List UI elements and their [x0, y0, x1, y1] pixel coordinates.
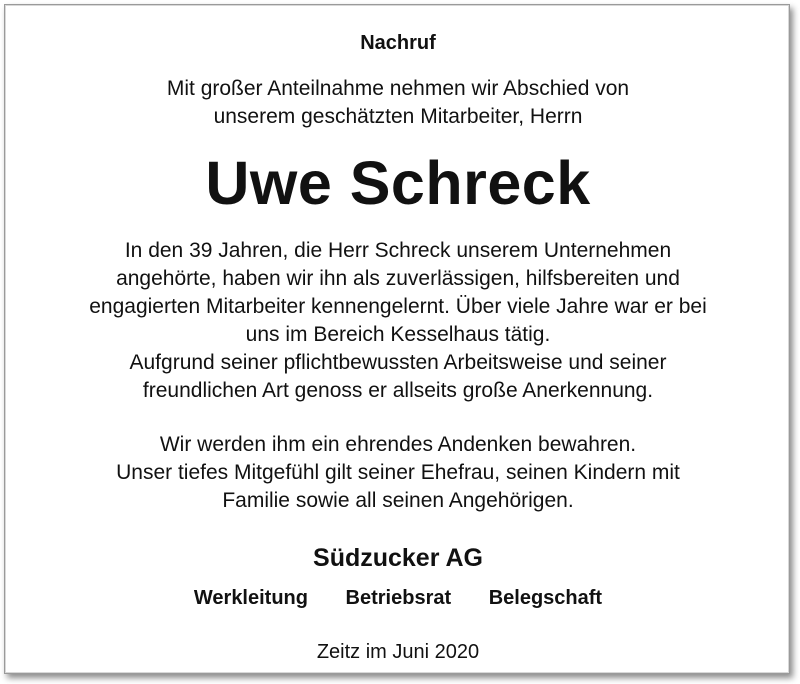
signer-management: Werkleitung: [193, 587, 308, 609]
intro-line: Mit großer Anteilnahme nehmen wir Abschied von: [166, 77, 630, 100]
intro-text: [5, 75, 791, 131]
company-name: Südzucker AG: [313, 544, 483, 572]
tribute-line: angehörte, haben wir ihn als zuverlässigen, hilfsbereiten und: [116, 267, 680, 290]
tribute-paragraph: [5, 237, 791, 349]
intro-line: unserem geschätzten Mitarbeiter, Herrn: [213, 105, 583, 128]
signer-workforce: Belegschaft: [488, 587, 603, 609]
signers-row: [5, 585, 791, 611]
appreciation-paragraph: [5, 349, 791, 405]
obituary-heading: Nachruf: [360, 32, 436, 54]
appreciation-line: Aufgrund seiner pflichtbewussten Arbeitsweise und seiner: [129, 351, 667, 374]
deceased-name: Uwe Schreck: [205, 149, 591, 217]
condolence-line: Familie sowie all seinen Angehörigen.: [222, 489, 574, 512]
tribute-line: In den 39 Jahren, die Herr Schreck unserem Unternehmen: [124, 239, 672, 262]
obituary-content: [5, 5, 791, 675]
obituary-frame: [4, 4, 790, 674]
tribute-line: engagierten Mitarbeiter kennengelernt. Über viele Jahre war er bei: [89, 295, 707, 318]
tribute-line: uns im Bereich Kesselhaus tätig.: [245, 323, 551, 346]
condolence-line: Wir werden ihm ein ehrendes Andenken bewahren.: [159, 433, 637, 456]
condolence-line: Unser tiefes Mitgefühl gilt seiner Ehefrau, seinen Kindern mit: [116, 461, 680, 484]
appreciation-line: freundlichen Art genoss er allseits große Anerkennung.: [142, 379, 654, 402]
place-date: Zeitz im Juni 2020: [316, 641, 480, 663]
condolence-paragraph: [5, 431, 791, 515]
signer-works-council: Betriebsrat: [345, 587, 452, 609]
